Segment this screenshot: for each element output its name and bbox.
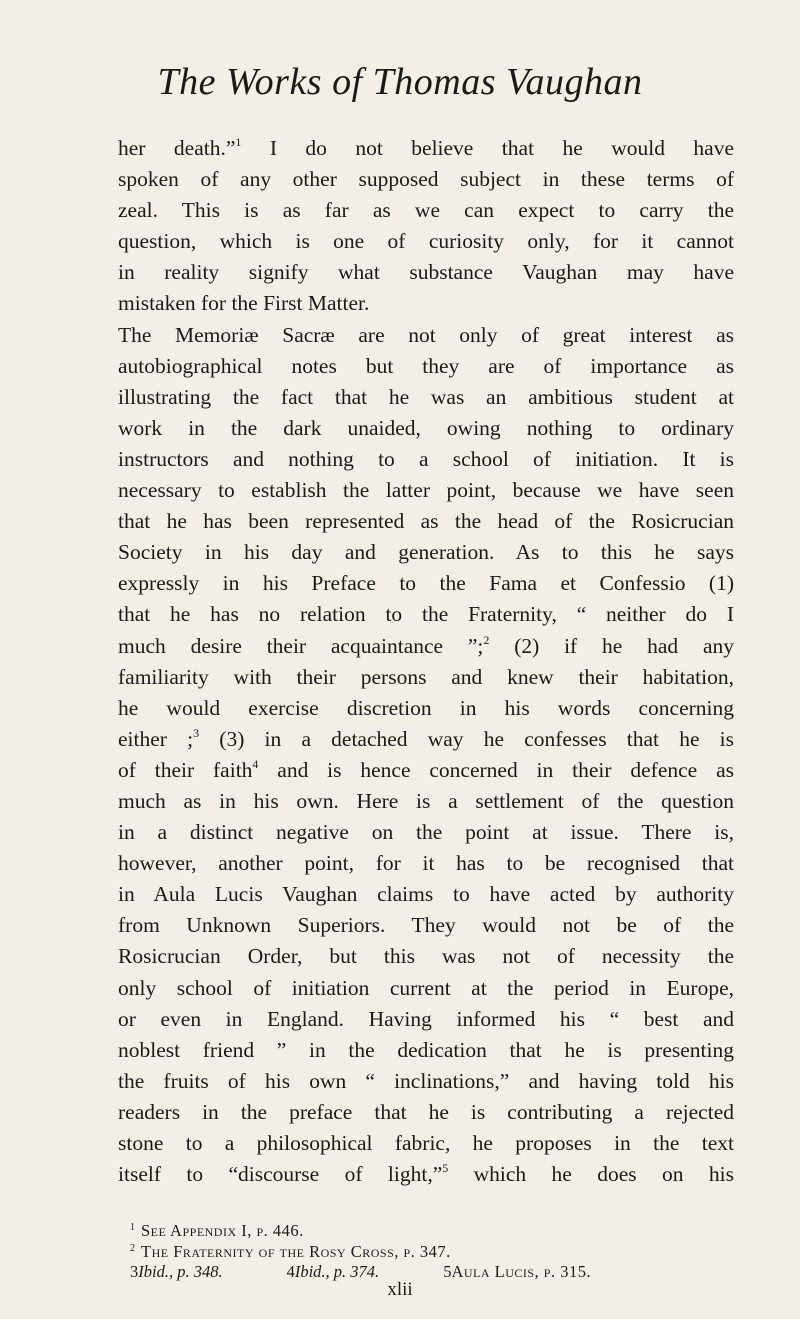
text-segment: from Unknown Superiors. They would not be of the — [118, 913, 734, 938]
text-segment: Society in his day and generation. As to this he says — [118, 540, 734, 565]
text-segment: question, which is one of curiosity only, for it cannot — [118, 229, 734, 254]
body-text — [118, 133, 734, 1190]
footnotes — [118, 1221, 734, 1283]
footnote-number: 1 — [130, 1222, 135, 1233]
text-segment: illustrating the fact that he was an ambitious student at — [118, 384, 734, 409]
page-number: xlii — [387, 1279, 413, 1300]
footnote-marker: 2 — [483, 632, 490, 647]
text-line — [118, 506, 734, 537]
text-segment: that he has no relation to the Fraternity, “ neither do I — [118, 602, 734, 627]
footnote-text: Ibid., p. 348. — [138, 1262, 223, 1281]
text-segment: spoken of any other supposed subject in these terms of — [118, 167, 734, 192]
text-segment: however, another point, for it has to be recognised that — [118, 851, 734, 876]
footnote-marker: 3 — [193, 725, 200, 740]
footnote-text: Aula Lucis, p. 315. — [451, 1262, 592, 1281]
text-segment: either ; — [118, 726, 194, 751]
text-segment: much desire their acquaintance ”; — [118, 633, 484, 658]
footnote-text: See Appendix I, p. 446. — [141, 1221, 304, 1240]
text-segment: her death.” — [118, 136, 236, 160]
text-line — [118, 755, 734, 786]
text-segment: expressly in his Preface to the Fama et Confessio (1) — [118, 571, 734, 596]
text-segment: (2) if he had any — [489, 633, 734, 658]
text-line — [118, 195, 734, 226]
text-line — [118, 413, 734, 444]
text-line — [118, 941, 734, 972]
footnote-number: 4 — [286, 1262, 295, 1281]
text-line — [118, 444, 734, 475]
text-line — [118, 1128, 734, 1159]
text-segment: of their faith — [118, 757, 253, 782]
text-line — [118, 1159, 734, 1190]
text-line — [118, 537, 734, 568]
text-line — [118, 599, 734, 630]
text-line — [118, 320, 734, 351]
text-segment: in Aula Lucis Vaughan claims to have acted by authority — [118, 882, 734, 907]
text-line — [118, 382, 734, 413]
footnote-1 — [118, 1221, 734, 1242]
text-segment: autobiographical notes but they are of importance as — [118, 353, 734, 378]
text-line — [118, 973, 734, 1004]
text-segment: that he has been represented as the head of the Rosicrucian — [118, 509, 734, 534]
text-segment: instructors and nothing to a school of initiation. It is — [118, 446, 734, 471]
text-line — [118, 351, 734, 382]
footnote-text: The Fraternity of the Rosy Cross, p. 347. — [141, 1241, 451, 1261]
text-line — [118, 693, 734, 724]
footnote-marker: 1 — [235, 135, 242, 149]
text-segment: in reality signify what substance Vaughan may have — [118, 260, 734, 285]
text-segment: much as in his own. Here is a settlement of the question — [118, 788, 734, 813]
text-segment: work in the dark unaided, owing nothing to ordinary — [118, 415, 734, 440]
text-line — [118, 1097, 734, 1128]
text-segment: necessary to establish the latter point, because we have seen — [118, 478, 734, 503]
text-line — [118, 631, 734, 662]
text-line — [118, 257, 734, 288]
text-line — [118, 879, 734, 910]
text-segment: familiarity with their persons and knew their habitation, — [118, 664, 734, 689]
text-line — [118, 724, 734, 755]
text-line — [118, 164, 734, 195]
text-segment: itself to “discourse of light,” — [118, 1162, 443, 1187]
text-line — [118, 133, 734, 164]
text-line — [118, 288, 734, 319]
text-line — [118, 662, 734, 693]
text-line — [118, 786, 734, 817]
text-line — [118, 848, 734, 879]
text-segment: he would exercise discretion in his words concerning — [118, 695, 734, 720]
text-line — [118, 1066, 734, 1097]
text-line — [118, 568, 734, 599]
text-line — [118, 1035, 734, 1066]
text-segment: which he does on his — [448, 1162, 734, 1187]
text-segment: I do not believe that he would have — [241, 136, 734, 160]
footnote-2 — [118, 1242, 734, 1263]
text-line — [118, 910, 734, 941]
text-segment: only school of initiation current at the period in Europe, — [118, 975, 734, 1000]
text-line — [118, 1004, 734, 1035]
text-segment: noblest friend ” in the dedication that he is presenting — [118, 1037, 734, 1062]
text-segment: stone to a philosophical fabric, he proposes in the text — [118, 1131, 734, 1155]
text-segment: the fruits of his own “ inclinations,” and having told his — [118, 1068, 734, 1093]
footnote-text: Ibid., p. 374. — [294, 1262, 380, 1281]
text-line — [118, 226, 734, 257]
text-segment: in a distinct negative on the point at issue. There is, — [118, 820, 734, 845]
text-segment: zeal. This is as far as we can expect to carry the — [118, 198, 734, 223]
text-line — [118, 475, 734, 506]
footnote-number: 2 — [130, 1242, 135, 1254]
text-segment: and is hence concerned in their defence as — [258, 757, 734, 782]
text-line — [118, 817, 734, 848]
text-segment: mistaken for the First Matter. — [118, 291, 370, 316]
text-segment: Rosicrucian Order, but this was not of necessity the — [118, 944, 734, 969]
text-segment: readers in the preface that he is contributing a rejected — [118, 1099, 734, 1124]
running-head: The Works of Thomas Vaughan — [157, 61, 643, 103]
text-segment: The Memoriæ Sacræ are not only of great interest as — [118, 322, 734, 347]
footnote-marker: 5 — [442, 1161, 449, 1176]
footnote-marker: 4 — [252, 756, 259, 771]
footnote-number: 5 — [443, 1262, 452, 1281]
text-segment: (3) in a detached way he confesses that he is — [199, 726, 735, 751]
text-segment: or even in England. Having informed his “ best and — [118, 1006, 734, 1031]
footnote-number: 3 — [130, 1262, 139, 1281]
